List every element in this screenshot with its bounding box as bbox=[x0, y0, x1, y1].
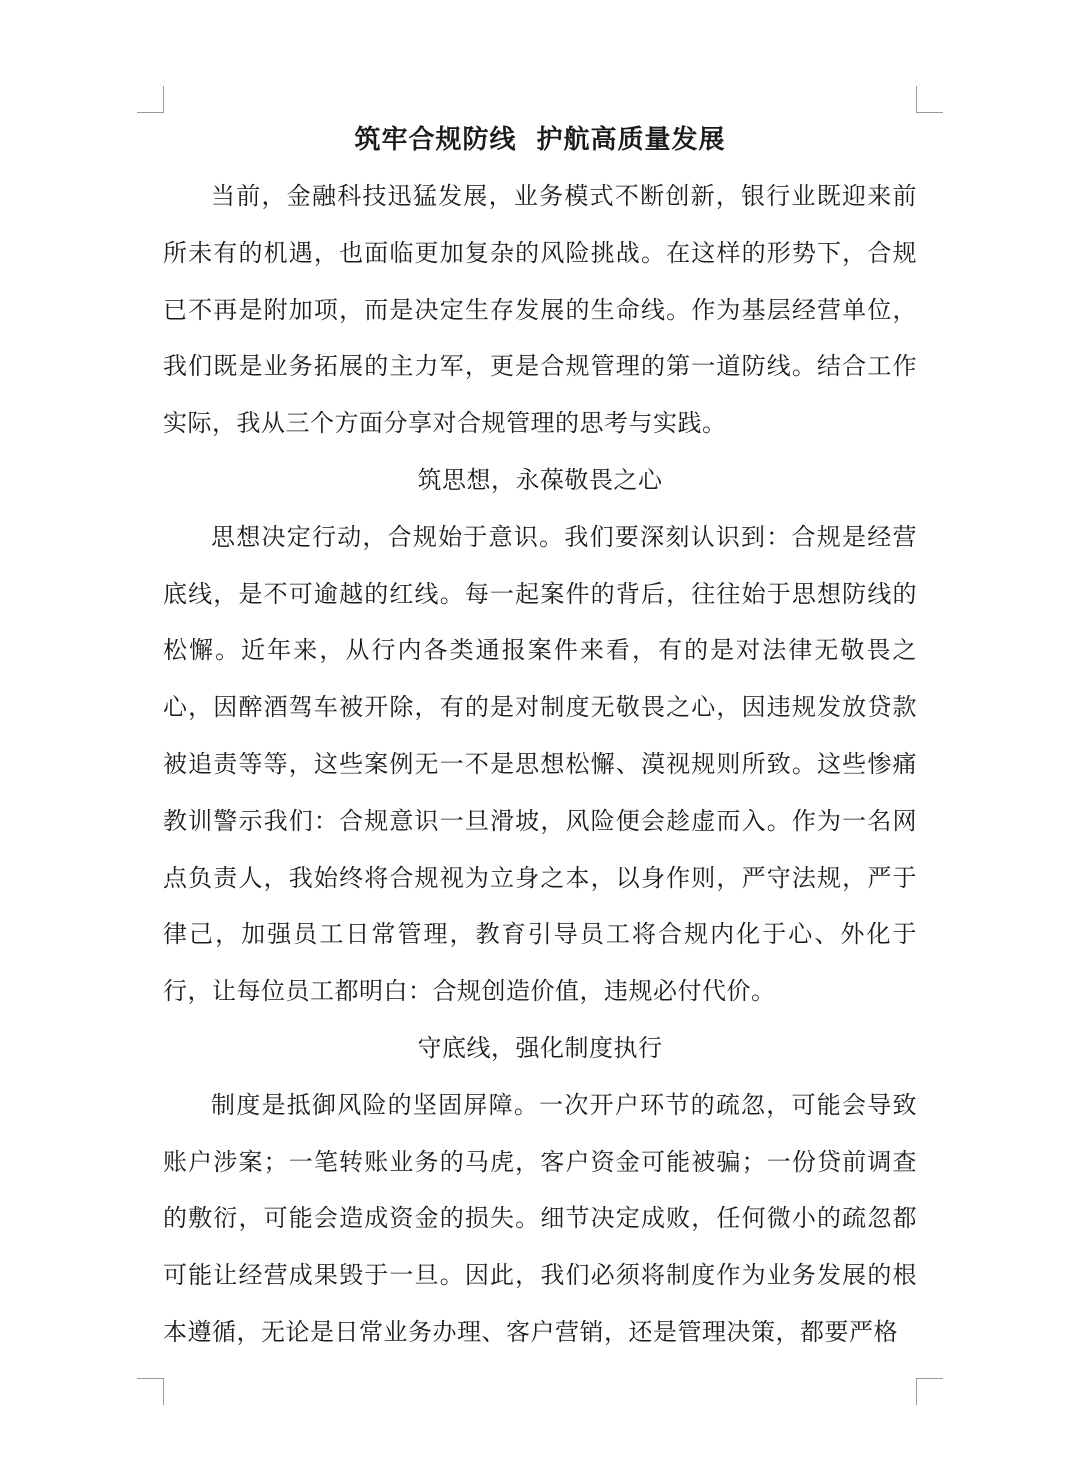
crop-mark-bottom-left bbox=[137, 1378, 164, 1405]
section-paragraph: 思想决定行动，合规始于意识。我们要深刻认识到：合规是经营底线，是不可逾越的红线。每一起案件的背后，往往始于思想防线的松懈。近年来，从行内各类通报案件来看，有的是对法律无敬畏之心，因醉酒驾车被开除，有的是对制度无敬畏之心，因违规发放贷款被追责等等，这些案例无一不是思想松懈、漠视规则所致。这些惨痛教训警示我们：合规意识一旦滑坡，风险便会趁虚而入。作为一名网点负责人，我始终将合规视为立身之本，以身作则，严守法规，严于律己，加强员工日常管理，教育引导员工将合规内化于心、外化于行，让每位员工都明白：合规创造价值，违规必付代价。 bbox=[163, 522, 917, 1006]
document-title: 筑牢合规防线 护航高质量发展 bbox=[354, 125, 726, 155]
section-heading: 守底线，强化制度执行 bbox=[417, 1033, 663, 1062]
section-heading: 筑思想，永葆敬畏之心 bbox=[417, 465, 663, 494]
intro-paragraph: 当前，金融科技迅猛发展，业务模式不断创新，银行业既迎来前所未有的机遇，也面临更加复杂的风险挑战。在这样的形势下，合规已不再是附加项，而是决定生存发展的生命线。作为基层经营单位，我们既是业务拓展的主力军，更是合规管理的第一道防线。结合工作实际，我从三个方面分享对合规管理的思考与实践。 bbox=[163, 182, 917, 438]
document-body bbox=[163, 118, 917, 1361]
crop-mark-top-right bbox=[916, 86, 943, 113]
crop-mark-bottom-right bbox=[916, 1378, 943, 1405]
crop-mark-top-left bbox=[137, 86, 164, 113]
section-paragraph: 制度是抵御风险的坚固屏障。一次开户环节的疏忽，可能会导致账户涉案；一笔转账业务的马虎，客户资金可能被骗；一份贷前调查的敷衍，可能会造成资金的损失。细节决定成败，任何微小的疏忽都可能让经营成果毁于一旦。因此，我们必须将制度作为业务发展的根本遵循，无论是日常业务办理、客户营销，还是管理决策，都要严格 bbox=[163, 1090, 917, 1346]
